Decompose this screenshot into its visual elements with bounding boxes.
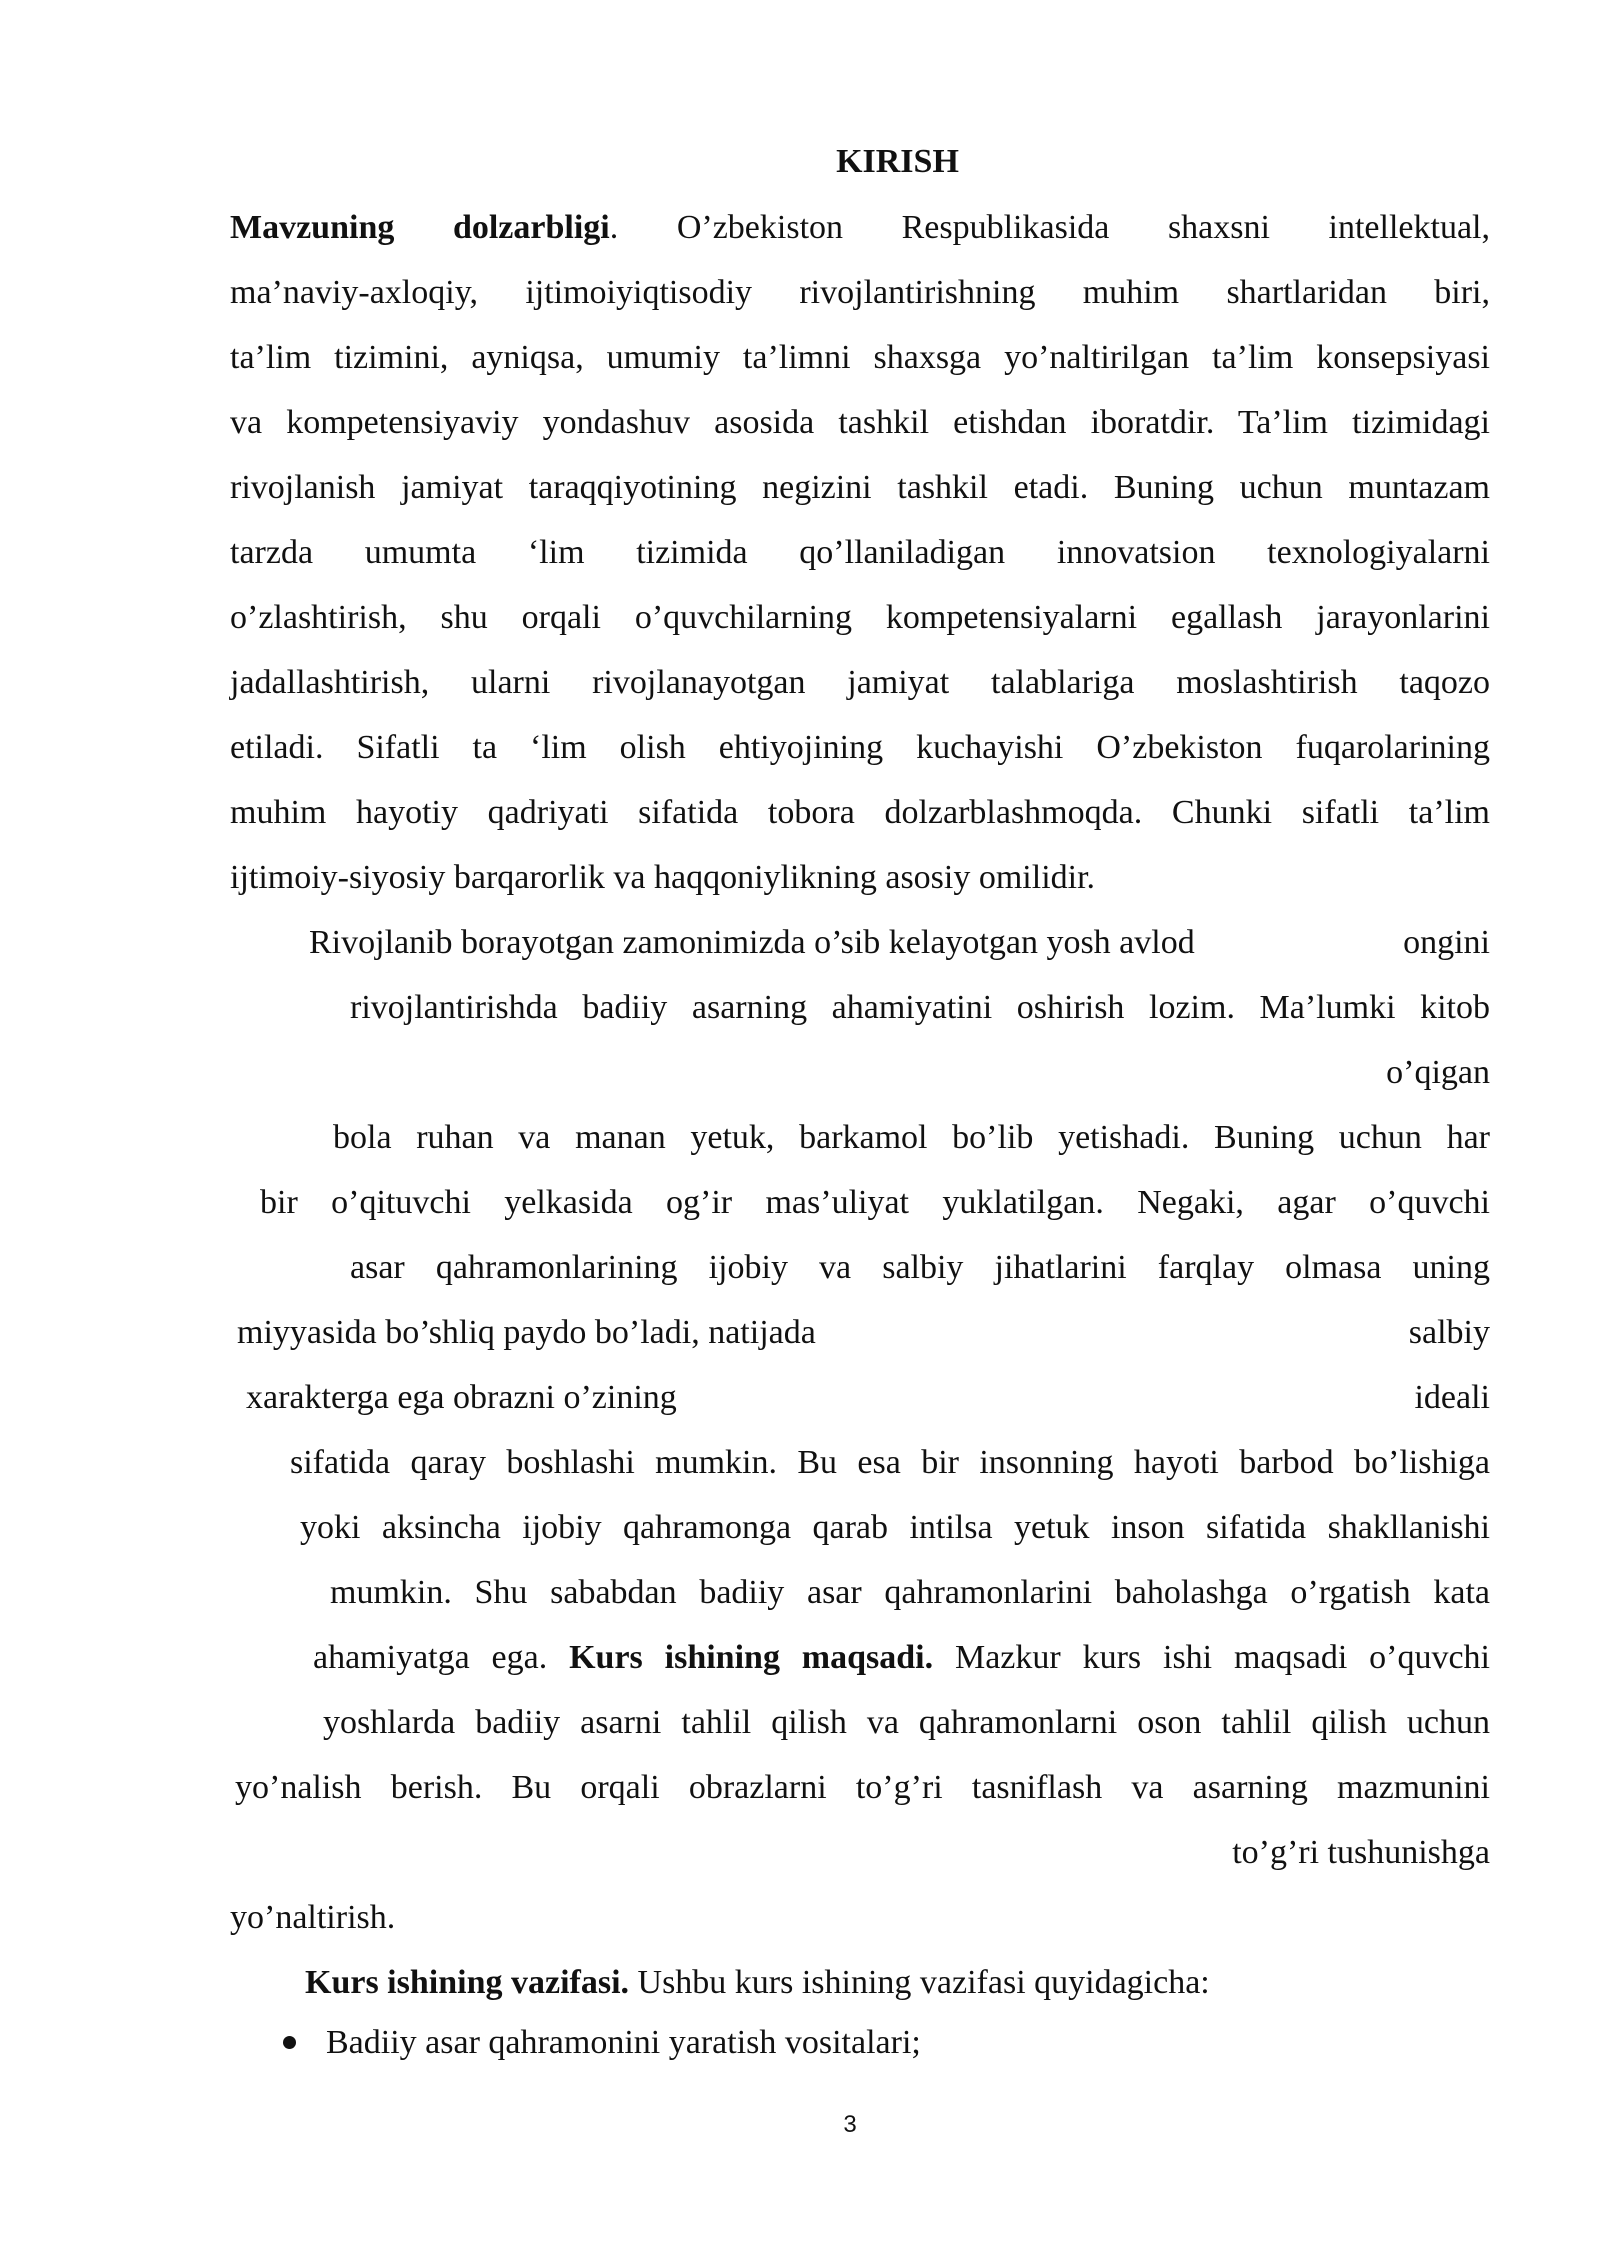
text-span: . O’zbekiston Respublikasida shaxsni intellektual, [609, 209, 1490, 246]
paragraph-line: xarakterga ega obrazni o’zining [246, 1379, 677, 1416]
paragraph-line: asar qahramonlarining ijobiy va salbiy jihatlarini farqlay olmasa uning [350, 1249, 1490, 1286]
paragraph-line: muhim hayotiy qadriyati sifatida tobora dolzarblashmoqda. Chunki sifatli ta’lim [230, 794, 1490, 831]
page-title: KIRISH [836, 143, 959, 180]
tasks-line [305, 1963, 1210, 2003]
paragraph-line: salbiy [1408, 1314, 1490, 1351]
paragraph-line [313, 1638, 1490, 1678]
paragraph-line [230, 208, 1490, 248]
page-number: 3 [843, 2111, 857, 2138]
bullet-icon [283, 2036, 296, 2049]
tasks-heading: Kurs ishining vazifasi. [305, 1964, 630, 2001]
paragraph-line: jadallashtirish, ularni rivojlanayotgan jamiyat talablariga moslashtirish taqozo [230, 664, 1490, 701]
paragraph-line: etiladi. Sifatli ta ‘lim olish ehtiyojining kuchayishi O’zbekiston fuqarolarining [230, 729, 1490, 766]
paragraph-line: rivojlantirishda badiiy asarning ahamiyatini oshirish lozim. Ma’lumki kitob [350, 989, 1490, 1026]
text-span: Ushbu kurs ishining vazifasi quyidagicha: [629, 1964, 1210, 2001]
paragraph-line: yoki aksincha ijobiy qahramonga qarab intilsa yetuk inson sifatida shakllanishi [300, 1509, 1490, 1546]
paragraph-line: yo’nalish berish. Bu orqali obrazlarni to’g’ri tasniflash va asarning mazmunini [235, 1769, 1490, 1806]
paragraph-line: o’qigan [1386, 1054, 1490, 1091]
text-span: Mazkur kurs ishi maqsadi o’quvchi [933, 1639, 1490, 1676]
paragraph-line: tarzda umumta ‘lim tizimida qo’llaniladigan innovatsion texnologiyalarni [230, 534, 1490, 571]
paragraph-line: ideali [1414, 1379, 1490, 1416]
paragraph-line: ma’naviy-axloqiy, ijtimoiyiqtisodiy rivojlantirishning muhim shartlaridan biri, [230, 274, 1490, 311]
paragraph-line: miyyasida bo’shliq paydo bo’ladi, natijada [237, 1314, 816, 1351]
paragraph-line: sifatida qaray boshlashi mumkin. Bu esa bir insonning hayoti barbod bo’lishiga [290, 1444, 1490, 1481]
paragraph-line: ongini [1403, 924, 1490, 961]
relevance-heading: Mavzuning dolzarbligi [230, 209, 610, 246]
text-span: ahamiyatga ega. [313, 1639, 570, 1676]
paragraph-line: va kompetensiyaviy yondashuv asosida tashkil etishdan iboratdir. Ta’lim tizimidagi [230, 404, 1490, 441]
paragraph-line: rivojlanish jamiyat taraqqiyotining negizini tashkil etadi. Buning uchun muntazam [230, 469, 1490, 506]
paragraph-line: mumkin. Shu sababdan badiiy asar qahramonlarini baholashga o’rgatish kata [330, 1574, 1490, 1611]
paragraph-line: to’g’ri tushunishga [1232, 1834, 1490, 1871]
paragraph-line: ta’lim tizimini, ayniqsa, umumiy ta’limni shaxsga yo’naltirilgan ta’lim konsepsiyasi [230, 339, 1490, 376]
goal-heading: Kurs ishining maqsadi. [569, 1639, 934, 1676]
paragraph-line: o’zlashtirish, shu orqali o’quvchilarning kompetensiyalarni egallash jarayonlarini [230, 599, 1490, 636]
paragraph-line: yoshlarda badiiy asarni tahlil qilish va qahramonlarni oson tahlil qilish uchun [323, 1704, 1490, 1741]
paragraph-line: bir o’qituvchi yelkasida og’ir mas’uliyat yuklatilgan. Negaki, agar o’quvchi [260, 1184, 1490, 1221]
paragraph-line: yo’naltirish. [230, 1899, 396, 1936]
paragraph-line: ijtimoiy-siyosiy barqarorlik va haqqoniylikning asosiy omilidir. [230, 859, 1096, 896]
list-item: Badiiy asar qahramonini yaratish vositalari; [326, 2024, 921, 2061]
paragraph-line: bola ruhan va manan yetuk, barkamol bo’lib yetishadi. Buning uchun har [333, 1119, 1490, 1156]
paragraph-line: Rivojlanib borayotgan zamonimizda o’sib kelayotgan yosh avlod [309, 924, 1195, 961]
